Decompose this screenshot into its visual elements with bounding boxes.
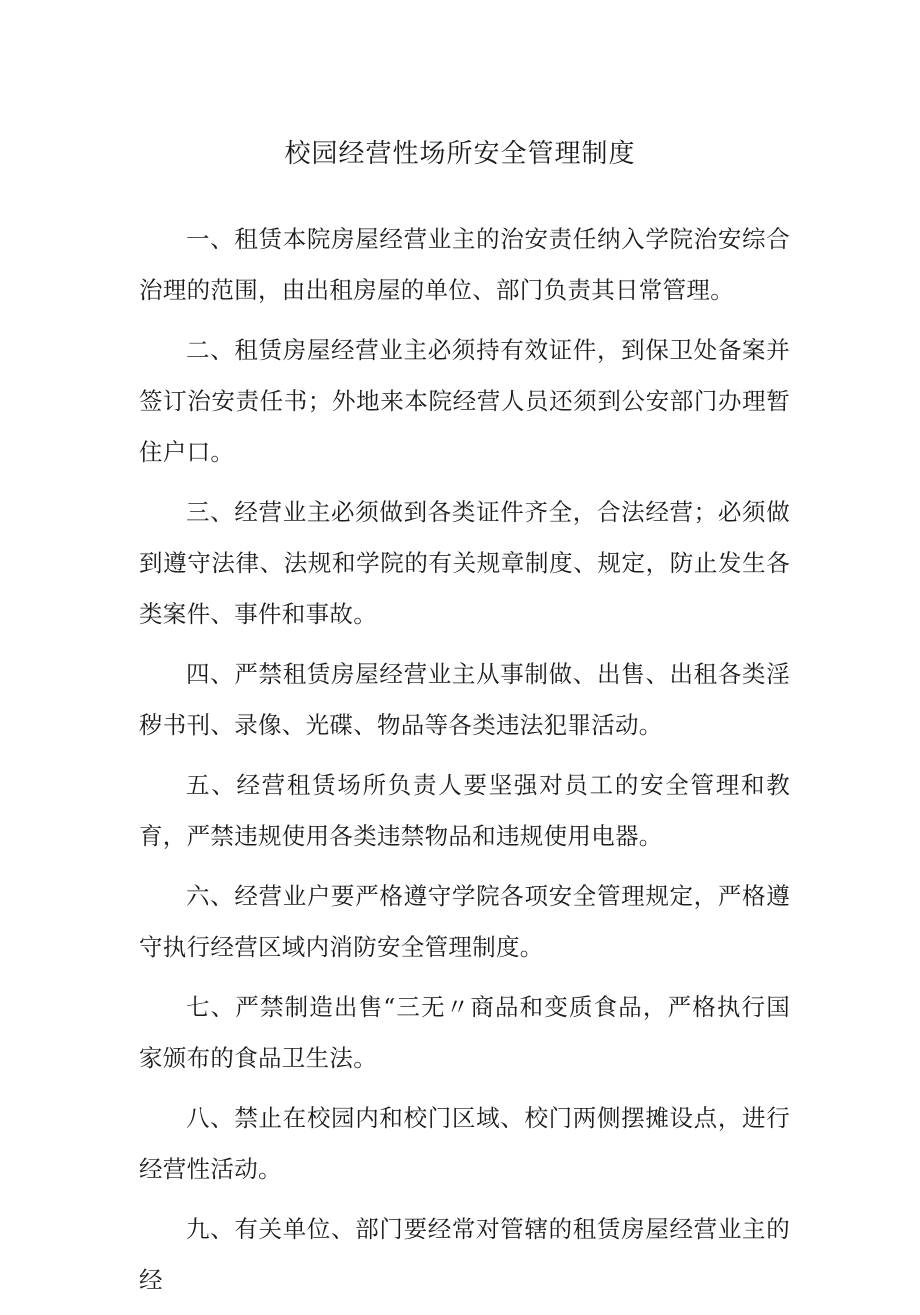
paragraph-8: 八、禁止在校园内和校门区域、校门两侧摆摊设点，进行经营性活动。 [139,1104,790,1183]
paragraph-2: 二、租赁房屋经营业主必须持有效证件，到保卫处备案并签订治安责任书；外地来本院经营人员还须到公安部门办理暂住户口。 [139,336,790,466]
paragraph-9: 九、有关单位、部门要经常对管辖的租赁房屋经营业主的经 [139,1215,790,1294]
paragraph-4: 四、严禁租赁房屋经营业主从事制做、出售、出租各类淫秽书刊、录像、光碟、物品等各类违法犯罪活动。 [139,660,790,739]
paragraph-1: 一、租赁本院房屋经营业主的治安责任纳入学院治安综合治理的范围，由出租房屋的单位、部门负责其日常管理。 [139,225,790,304]
paragraph-5: 五、经营租赁场所负责人要坚强对员工的安全管理和教育，严禁违规使用各类违禁物品和违规使用电器。 [139,771,790,850]
document-title: 校园经营性场所安全管理制度 [284,139,636,169]
paragraph-6: 六、经营业户要严格遵守学院各项安全管理规定，严格遵守执行经营区域内消防安全管理制度。 [139,882,790,961]
paragraph-7: 七、严禁制造出售“三无〃商品和变质食品，严格执行国家颁布的食品卫生法。 [139,993,790,1072]
document-body [139,214,790,1315]
paragraph-3: 三、经营业主必须做到各类证件齐全，合法经营；必须做到遵守法律、法规和学院的有关规章制度、规定，防止发生各类案件、事件和事故。 [139,498,790,628]
